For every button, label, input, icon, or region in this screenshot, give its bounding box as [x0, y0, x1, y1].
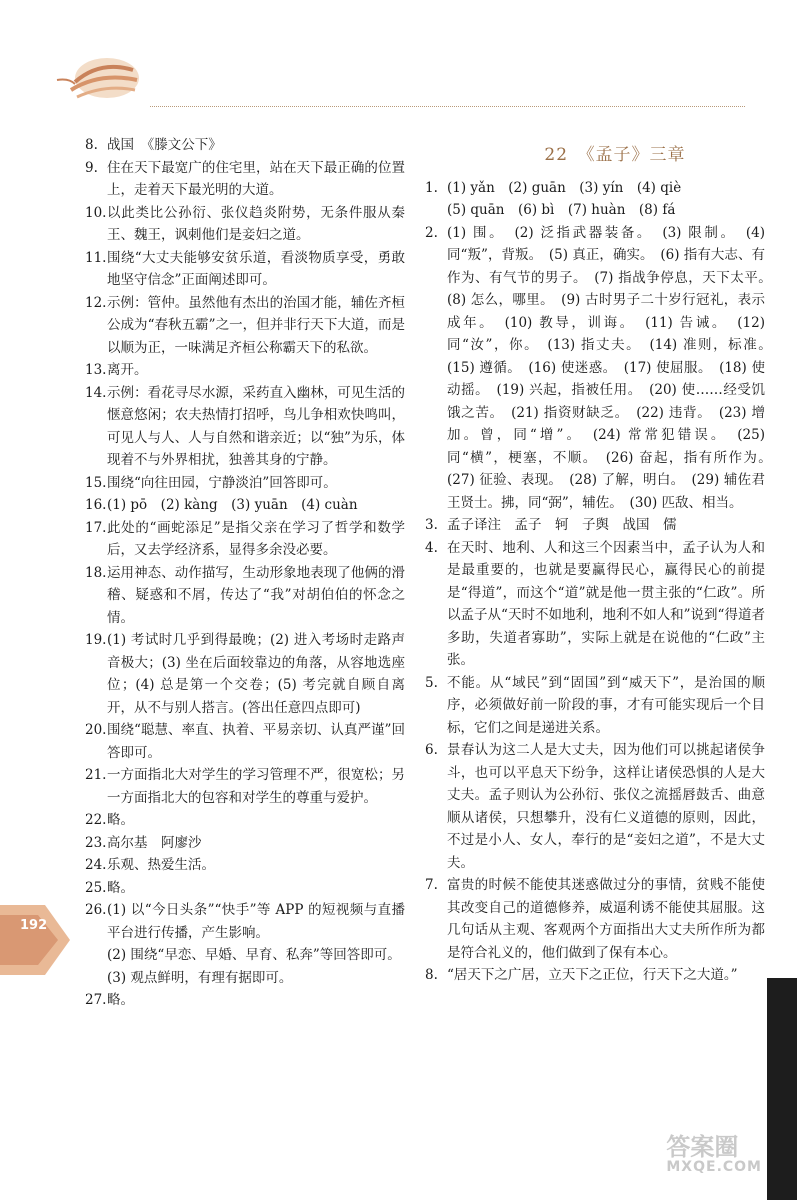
section-title-text: 《孟子》三章: [586, 145, 686, 165]
watermark: [666, 1135, 762, 1175]
answer-number: 20.: [85, 722, 107, 738]
answer-number: 10.: [85, 204, 107, 221]
answer-number: 19.: [85, 632, 107, 648]
answer-item: [425, 222, 779, 515]
answer-item: [85, 989, 405, 1012]
answer-item: [85, 629, 405, 719]
answer-text: “居天下之广居，立天下之正位，行天下之大道。”: [447, 967, 738, 983]
answer-item: [85, 517, 405, 562]
answer-number: 9.: [85, 159, 98, 176]
answer-text: 围绕“大丈夫能够安贫乐道，看淡物质享受，勇敢地坚守信念”正面阐述即可。: [107, 249, 405, 288]
answer-text: (1) 以“今日头条”“快手”等 APP 的短视频与直播平台进行传播，产生影响。: [107, 902, 405, 941]
answer-item: [85, 719, 405, 764]
answer-item: (2) 围绕“早恋、早婚、早育、私奔”等回答即可。: [107, 947, 401, 963]
answer-item: [85, 472, 405, 495]
answer-item: [85, 359, 405, 382]
answer-text: 以此类比公孙衍、张仪趋炎附势，无条件服从秦王、魏王，讽刺他们是妾妇之道。: [107, 204, 405, 243]
right-column: [425, 134, 779, 987]
answer-text: (1) yǎn (2) guān (3) yín (4) qiè (5) quān (6) bì (7) huàn (8) fá: [447, 179, 682, 218]
answer-item: [85, 292, 405, 360]
answer-number: 26.: [85, 902, 107, 918]
answer-number: 4.: [425, 539, 438, 556]
answer-number: 21.: [85, 767, 107, 783]
answer-item: [85, 562, 405, 630]
answer-text: (1) 围。 (2) 泛指武器装备。 (3) 限制。 (4) 同“叛”，背叛。 (5) 真正，确实。 (6) 指有大志、有作为、有气节的男子。 (7) 指战争停息，天下太平。 (8) 怎么，哪里。 (9) 古时男子二十岁行冠礼，表示成年。 (10) 教导，训诲。 (11) 告诫。 (12) 同“汝”，你。 (13) 指丈夫。 (14) 准则，标准。 (15) 遵循。 (16) 使迷惑。 (17) 使屈服。 (18) 使动摇。 (19) 兴起，指被任用。 (20) 使……经受饥饿之苦。 (21) 指资财缺乏。 (22) 违背。 (23) 增加。曾，同“增”。 (24) 常常犯错误。 (25) 同“横”，梗塞，不顺。 (26) 奋起，指有所作为。 (27) 征验、表现。 (28) 了解，明白。 (29) 辅佐君王贤士。拂，同“弼”，辅佐。 (30) 匹敌、相当。: [447, 224, 779, 511]
answer-number: 7.: [425, 877, 438, 893]
answer-item: [85, 157, 405, 202]
section-number: 22: [544, 145, 569, 165]
answer-number: 25.: [85, 879, 107, 896]
answer-number: 15.: [85, 474, 107, 491]
answer-item: [425, 672, 765, 740]
publisher-logo-icon: [55, 50, 145, 105]
answer-text: 略。: [107, 812, 134, 828]
answer-number: 27.: [85, 992, 107, 1008]
answer-text: 一方面指北大对学生的学习管理不严，很宽松；另一方面指北大的包容和对学生的尊重与爱护。: [107, 767, 405, 806]
answer-text: 离开。: [107, 362, 148, 378]
edge-marker: [767, 978, 797, 1200]
answer-number: 1.: [425, 179, 438, 196]
answer-number: 18.: [85, 564, 107, 581]
answer-item: [85, 764, 405, 809]
answer-text: 此处的“画蛇添足”是指父亲在学习了哲学和数学后，又去学经济系，显得多余没必要。: [107, 519, 405, 558]
answer-text: 略。: [107, 879, 134, 896]
answer-number: 6.: [425, 742, 438, 758]
answer-item: [425, 739, 765, 874]
answer-text: 运用神态、动作描写，生动形象地表现了他俩的滑稽、疑惑和不屑，传达了“我”对胡伯伯的怀念之情。: [107, 564, 405, 626]
answer-number: 14.: [85, 384, 107, 401]
page-tab-icon: [0, 900, 75, 980]
answer-text: (1) pō (2) kàng (3) yuān (4) cuàn: [107, 497, 358, 513]
answer-item: [425, 514, 765, 537]
answer-item: [425, 537, 765, 672]
answer-text: 围绕“向往田园，宁静淡泊”回答即可。: [107, 474, 337, 491]
answer-text: 不能。从“域民”到“固国”到“威天下”，是治国的顺序，必须做好前一阶段的事，才有可能实现后一个目标，它们之间是递进关系。: [447, 674, 765, 736]
answer-number: 8.: [425, 967, 438, 983]
answer-item: [85, 247, 405, 292]
answer-text: 示例：看花寻尽水源，采药直入幽林，可见生活的惬意悠闲；农夫热情打招呼，鸟儿争相欢快鸣叫，可见人与人、人与自然和谐亲近；以“独”为乐，体现着不与外界相扰，独善其身的宁静。: [107, 384, 405, 468]
answer-item: [85, 877, 405, 900]
answer-item: [85, 899, 405, 944]
answer-item: [85, 134, 405, 157]
answer-text: 在天时、地利、人和这三个因素当中，孟子认为人和是最重要的，也就是要赢得民心，赢得民心的前提是“得道”，而这个“道”就是他一贯主张的“仁政”。所以孟子从“天时不如地利，地利不如人和”说到“得道者多助，失道者寡助”，实际上就是在说他的“仁政”主张。: [447, 539, 765, 668]
answer-text: (1) 考试时几乎到得最晚；(2) 进入考场时走路声音极大；(3) 坐在后面较靠边的角落，从容地选座位；(4) 总是第一个交卷；(5) 考完就自顾自离开，从不与别人搭言。(答出任意四点即可): [107, 632, 405, 716]
answer-text: 战国 《滕文公下》: [107, 137, 222, 153]
answer-item: [85, 382, 405, 472]
answer-number: 23.: [85, 834, 107, 851]
answer-number: 24.: [85, 857, 107, 873]
left-answer-list: [85, 134, 405, 1012]
answer-number: 5.: [425, 674, 438, 691]
answer-item: [85, 854, 405, 877]
section-title: [465, 144, 765, 167]
header-divider: [150, 106, 745, 107]
answer-number: 8.: [85, 137, 98, 153]
answer-number: 2.: [425, 224, 438, 241]
answer-item: [85, 494, 405, 517]
answer-item: [425, 964, 765, 987]
answer-text: 乐观、热爱生活。: [107, 857, 215, 873]
watermark-url: MXQE.COM: [666, 1159, 762, 1175]
answer-text: 住在天下最宽广的住宅里，站在天下最正确的位置上，走着天下最光明的大道。: [107, 159, 405, 198]
page-number: 192: [20, 918, 48, 933]
answer-text: 略。: [107, 992, 134, 1008]
answer-number: 17.: [85, 519, 107, 536]
right-answer-list: [425, 177, 779, 987]
answer-text: 景春认为这二人是大丈夫，因为他们可以挑起诸侯争斗，也可以平息天下纷争，这样让诸侯恐惧的人是大丈夫。孟子则认为公孙衍、张仪之流摇唇鼓舌、曲意顺从诸侯，只想攀升，没有仁义道德的原则，因此，不过是小人、女人，奉行的是“妾妇之道”，不是大丈夫。: [447, 742, 765, 871]
answer-number: 16.: [85, 497, 107, 513]
answer-item: [85, 832, 405, 855]
answer-text: 高尔基 阿廖沙: [107, 834, 202, 851]
answer-text: 富贵的时候不能使其迷惑做过分的事情，贫贱不能使其改变自己的道德修养，威逼利诱不能使其屈服。这几句话从主观、客观两个方面指出大丈夫所作所为都是符合礼义的，他们做到了保有本心。: [447, 877, 765, 961]
answer-number: 12.: [85, 294, 107, 311]
answer-item: (3) 观点鲜明，有理有据即可。: [107, 969, 293, 986]
answer-item: [85, 809, 405, 832]
answer-item: [425, 874, 765, 964]
answer-number: 13.: [85, 362, 107, 378]
answer-number: 11.: [85, 249, 107, 266]
left-column: [85, 134, 405, 1012]
answer-item: [85, 202, 405, 247]
answer-number: 22.: [85, 812, 107, 828]
answer-item: [425, 177, 765, 222]
answer-text: 示例：管仲。虽然他有杰出的治国才能，辅佐齐桓公成为“春秋五霸”之一，但并非行天下大道，而是以顺为正，一味满足齐桓公称霸天下的私欲。: [107, 294, 405, 356]
answer-text: 孟子译注 孟子 轲 子舆 战国 儒: [447, 517, 677, 533]
watermark-text: 答案圈: [666, 1133, 739, 1161]
answer-text: 围绕“聪慧、率直、执着、平易亲切、认真严谨”回答即可。: [107, 722, 405, 761]
answer-number: 3.: [425, 517, 438, 533]
